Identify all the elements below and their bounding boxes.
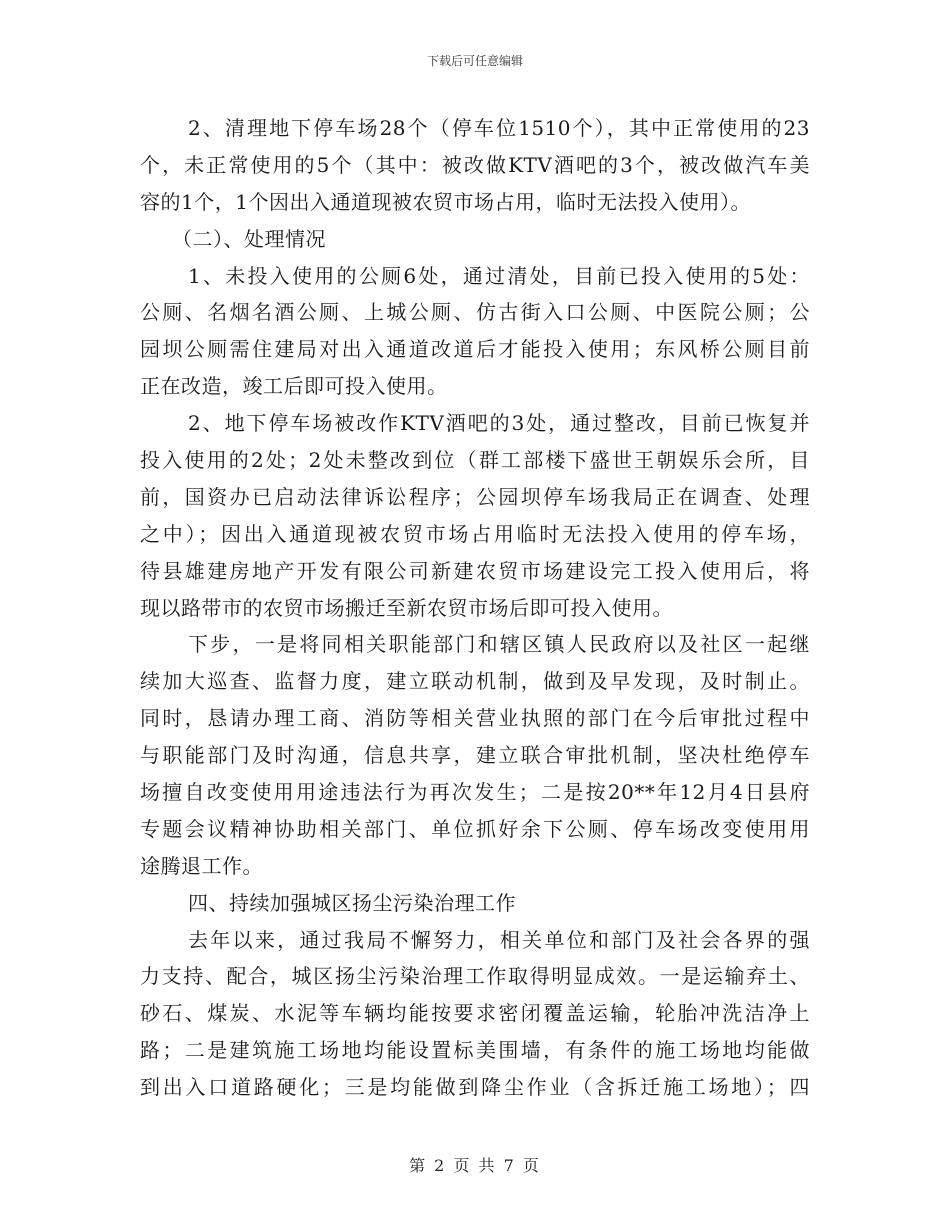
text-line: 途腾退工作。 [140, 853, 263, 878]
text-line: 四、持续加强城区扬尘污染治理工作 [188, 890, 516, 915]
page-number: 第 2 页 共 7 页 [409, 1156, 541, 1175]
text-line: （二）、处理情况 [172, 226, 326, 251]
text-line: 投入使用的2处；2处未整改到位（群工部楼下盛世王朝娱乐会所，目 [140, 448, 810, 473]
text-line: 同时，恳请办理工商、消防等相关营业执照的部门在今后审批过程中 [140, 706, 810, 731]
text-line: 路；二是建筑施工场地均能设置标美围墙，有条件的施工场地均能做 [140, 1038, 810, 1063]
text-line: 待县雄建房地产开发有限公司新建农贸市场建设完工投入使用后，将 [140, 558, 810, 583]
text-line: 2、地下停车场被改作KTV酒吧的3处，通过整改，目前已恢复并 [188, 411, 810, 436]
text-line: 前，国资办已启动法律诉讼程序；公园坝停车场我局正在调查、处理 [140, 484, 810, 509]
text-line: 1、未投入使用的公厕6处，通过清处，目前已投入使用的5处： [188, 263, 810, 288]
text-line: 去年以来，通过我局不懈努力，相关单位和部门及社会各界的强 [188, 927, 810, 952]
text-line: 与职能部门及时沟通，信息共享，建立联合审批机制，坚决杜绝停车 [140, 743, 810, 768]
text-line: 正在改造，竣工后即可投入使用。 [140, 374, 448, 399]
text-line: 力支持、配合，城区扬尘污染治理工作取得明显成效。一是运输弃土、 [140, 964, 810, 989]
text-line: 公厕、名烟名酒公厕、上城公厕、仿古街入口公厕、中医院公厕；公 [140, 300, 810, 325]
page-header: 下载后可任意编辑 [426, 54, 523, 68]
text-line: 下步，一是将同相关职能部门和辖区镇人民政府以及社区一起继 [188, 632, 810, 657]
text-line: 个，未正常使用的5个（其中：被改做KTV酒吧的3个，被改做汽车美 [140, 152, 810, 177]
text-line: 场擅自改变使用用途违法行为再次发生；二是按20**年12月4日县府 [140, 780, 810, 805]
text-line: 园坝公厕需住建局对出入通道改道后才能投入使用；东风桥公厕目前 [140, 337, 810, 362]
text-line: 到出入口道路硬化；三是均能做到降尘作业（含拆迁施工场地）；四 [140, 1075, 810, 1100]
text-line: 续加大巡查、监督力度，建立联动机制，做到及早发现，及时制止。 [140, 669, 810, 694]
document-body [140, 110, 810, 1106]
text-line: 2、清理地下停车场28个（停车位1510个），其中正常使用的23 [188, 116, 810, 140]
text-line: 现以路带市的农贸市场搬迁至新农贸市场后即可投入使用。 [140, 595, 673, 620]
text-line: 专题会议精神协助相关部门、单位抓好余下公厕、停车场改变使用用 [140, 816, 810, 841]
text-line: 砂石、煤炭、水泥等车辆均能按要求密闭覆盖运输，轮胎冲洗洁净上 [140, 1001, 810, 1026]
text-line: 容的1个，1个因出入通道现被农贸市场占用，临时无法投入使用）。 [140, 189, 751, 214]
text-line: 之中）；因出入通道现被农贸市场占用临时无法投入使用的停车场， [140, 521, 810, 546]
